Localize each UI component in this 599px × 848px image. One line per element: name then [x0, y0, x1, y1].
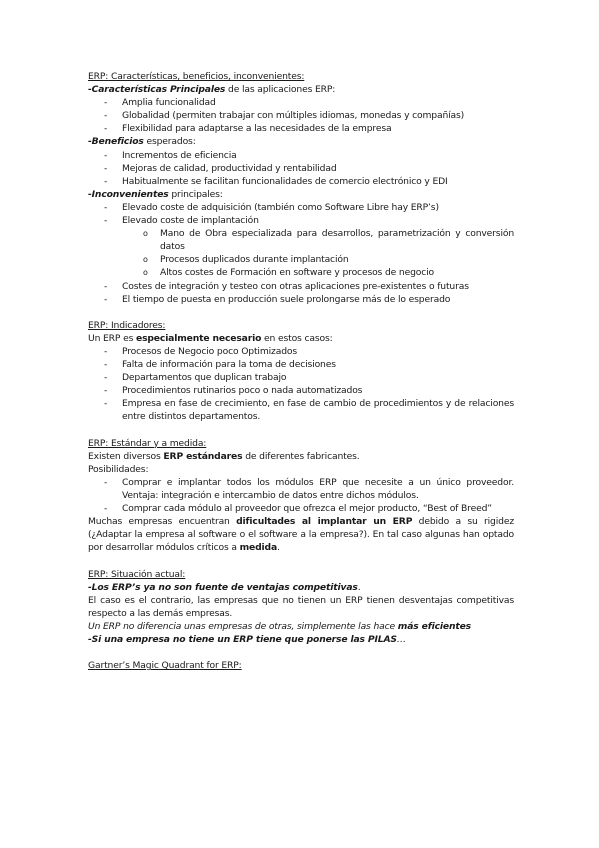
situacion-paragraph: El caso es el contrario, las empresas que no tienen un ERP tienen desventajas competitivas respecto a las demás empresas.	[88, 594, 514, 619]
document-body	[88, 70, 514, 672]
section-heading-caracteristicas: ERP: Características, beneficios, inconvenientes:	[88, 71, 305, 82]
spacer	[88, 306, 514, 319]
list-item: - Elevado coste de implantación	[104, 215, 259, 227]
spacer	[88, 424, 514, 437]
beneficios-label: -Beneficios esperados:	[88, 136, 196, 148]
section-heading-estandar: ERP: Estándar y a medida:	[88, 437, 207, 449]
list-item: - Procesos de Negocio poco Optimizados	[104, 345, 297, 357]
inconvenientes-label: -Inconvenientes principales:	[88, 188, 223, 200]
list-item: - Comprar cada módulo al proveedor que ofrezca el mejor producto, “Best of Breed”	[104, 503, 492, 515]
list-item: - Departamentos que duplican trabajo	[104, 372, 287, 384]
caracteristicas-label: -Características Principales de las aplicaciones ERP:	[88, 84, 336, 96]
list-item: - El tiempo de puesta en producción suele prolongarse más de lo esperado	[104, 293, 451, 305]
section-heading-indicadores: ERP: Indicadores:	[88, 319, 166, 331]
section-heading-situacion: ERP: Situación actual:	[88, 568, 186, 580]
sub-list-item: o Procesos duplicados durante implantación	[143, 254, 349, 266]
estandar-paragraph: Muchas empresas encuentran dificultades al implantar un ERP debido a su rigidez (¿Adaptar la empresa al software o el software a la empresa?). En tal caso algunas han optado por desarrollar módulos críticos a medida.	[88, 516, 515, 554]
list-item: - Elevado coste de adquisición (también como Software Libre hay ERP’s)	[104, 201, 439, 213]
list-item: - Falta de información para la toma de decisiones	[104, 359, 336, 371]
list-item: - Habitualmente se facilitan funcionalidades de comercio electrónico y EDI	[104, 175, 448, 187]
list-item: - Amplia funcionalidad	[104, 97, 216, 109]
estandar-intro: Existen diversos ERP estándares de diferentes fabricantes.	[88, 450, 360, 462]
situacion-line-1: -Los ERP’s ya no son fuente de ventajas competitivas.	[88, 581, 361, 593]
spacer	[88, 554, 514, 567]
sub-list-item: o Altos costes de Formación en software y procesos de negocio	[143, 267, 435, 279]
section-heading-gartner: Gartner’s Magic Quadrant for ERP:	[88, 660, 242, 672]
list-item: - Empresa en fase de crecimiento, en fase de cambio de procedimientos y de relaciones entre distintos departamentos.	[104, 398, 514, 423]
indicadores-intro: Un ERP es especialmente necesario en estos casos:	[88, 332, 333, 344]
list-item: - Procedimientos rutinarios poco o nada automatizados	[104, 385, 363, 397]
list-item: - Flexibilidad para adaptarse a las necesidades de la empresa	[104, 123, 392, 135]
spacer	[88, 646, 514, 659]
list-item: - Mejoras de calidad, productividad y rentabilidad	[104, 162, 337, 174]
situacion-line-3: Un ERP no diferencia unas empresas de otras, simplemente las hace más eficientes	[88, 620, 471, 632]
posibilidades-label: Posibilidades:	[88, 463, 149, 475]
sub-list-item: o Mano de Obra especializada para desarrollos, parametrización y conversión datos	[143, 228, 514, 253]
list-item: - Incrementos de eficiencia	[104, 149, 237, 161]
list-item: - Globalidad (permiten trabajar con múltiples idiomas, monedas y compañías)	[104, 110, 465, 122]
situacion-line-4: -Si una empresa no tiene un ERP tiene que ponerse las PILAS…	[88, 634, 406, 646]
list-item: - Costes de integración y testeo con otras aplicaciones pre-existentes o futuras	[104, 280, 469, 292]
list-item: - Comprar e implantar todos los módulos ERP que necesite a un único proveedor. Ventaja: integración e intercambio de datos entre dichos módulos.	[104, 476, 514, 501]
